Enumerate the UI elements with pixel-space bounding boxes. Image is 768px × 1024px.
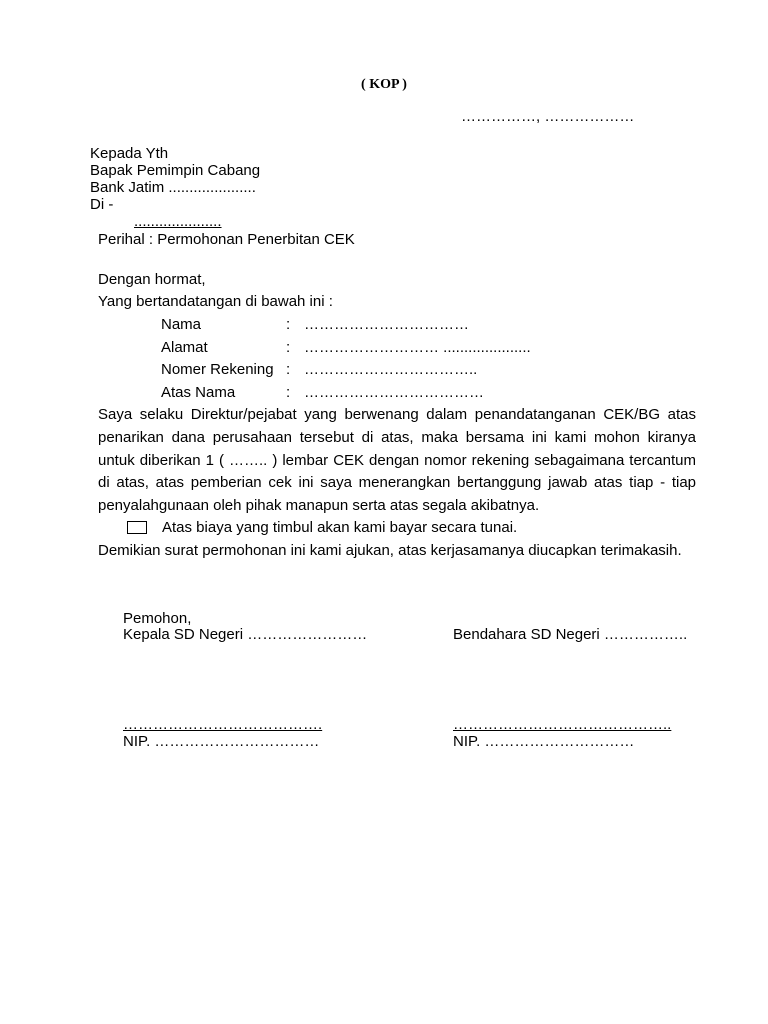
field-label: Alamat	[161, 339, 208, 356]
intro-line: Yang bertandatangan di bawah ini :	[98, 293, 333, 310]
body-paragraph-line: penyalahgunaan oleh pihak manapun serta atas segala akibatnya.	[98, 497, 540, 514]
field-colon: :	[286, 339, 291, 356]
letterhead-placeholder: ( KOP )	[361, 77, 407, 92]
applicant-label: Pemohon,	[123, 610, 192, 627]
payment-option-label: Atas biaya yang timbul akan kami bayar secara tunai.	[162, 519, 518, 536]
field-value: ………………………………	[304, 384, 484, 401]
closing-line: Demikian surat permohonan ini kami ajukan, atas kerjasamanya diucapkan terimakasih.	[98, 542, 682, 559]
right-signatory-name: ……………………………………..	[453, 716, 672, 733]
place-date-line: ……………, ………………	[461, 108, 635, 125]
greeting: Dengan hormat,	[98, 271, 206, 288]
recipient-salutation: Kepada Yth	[90, 145, 169, 162]
field-colon: :	[286, 361, 291, 378]
body-paragraph-line: untuk diberikan 1 ( …….. ) lembar CEK dengan nomor rekening sebagaimana tercantum	[98, 452, 696, 469]
body-paragraph-line: penarikan dana perusahaan tersebut di atas, maka bersama ini kami mohon kiranya	[98, 429, 696, 446]
right-signatory-nip: NIP. …………………………	[453, 733, 635, 750]
field-colon: :	[286, 316, 291, 333]
body-paragraph-line: Saya selaku Direktur/pejabat yang berwenang dalam penandatanganan CEK/BG atas	[98, 406, 696, 423]
payment-option-checkbox[interactable]	[127, 521, 147, 534]
field-label: Nama	[161, 316, 202, 333]
left-signatory-title: Kepala SD Negeri ……………………	[123, 626, 368, 643]
field-label: Nomer Rekening	[161, 361, 274, 378]
field-value: ……………………………	[304, 316, 469, 333]
right-signatory-title: Bendahara SD Negeri ……………..	[453, 626, 688, 643]
recipient-location-label: Di -	[90, 196, 114, 213]
field-label: Atas Nama	[161, 384, 236, 401]
subject-line: Perihal : Permohonan Penerbitan CEK	[98, 231, 355, 248]
left-signatory-nip: NIP. ……………………………	[123, 733, 320, 750]
field-value: ……………………………..	[304, 361, 478, 378]
field-value: ……………………… .....................	[304, 339, 531, 356]
recipient-bank: Bank Jatim .....................	[90, 179, 256, 196]
left-signatory-name: ………………………………….	[123, 716, 323, 733]
field-colon: :	[286, 384, 291, 401]
recipient-location: .....................	[134, 213, 222, 230]
body-paragraph-line: di atas, atas pemberian cek ini saya menerangkan bertanggung jawab atas tiap - tiap	[98, 474, 696, 491]
recipient-title: Bapak Pemimpin Cabang	[90, 162, 261, 179]
